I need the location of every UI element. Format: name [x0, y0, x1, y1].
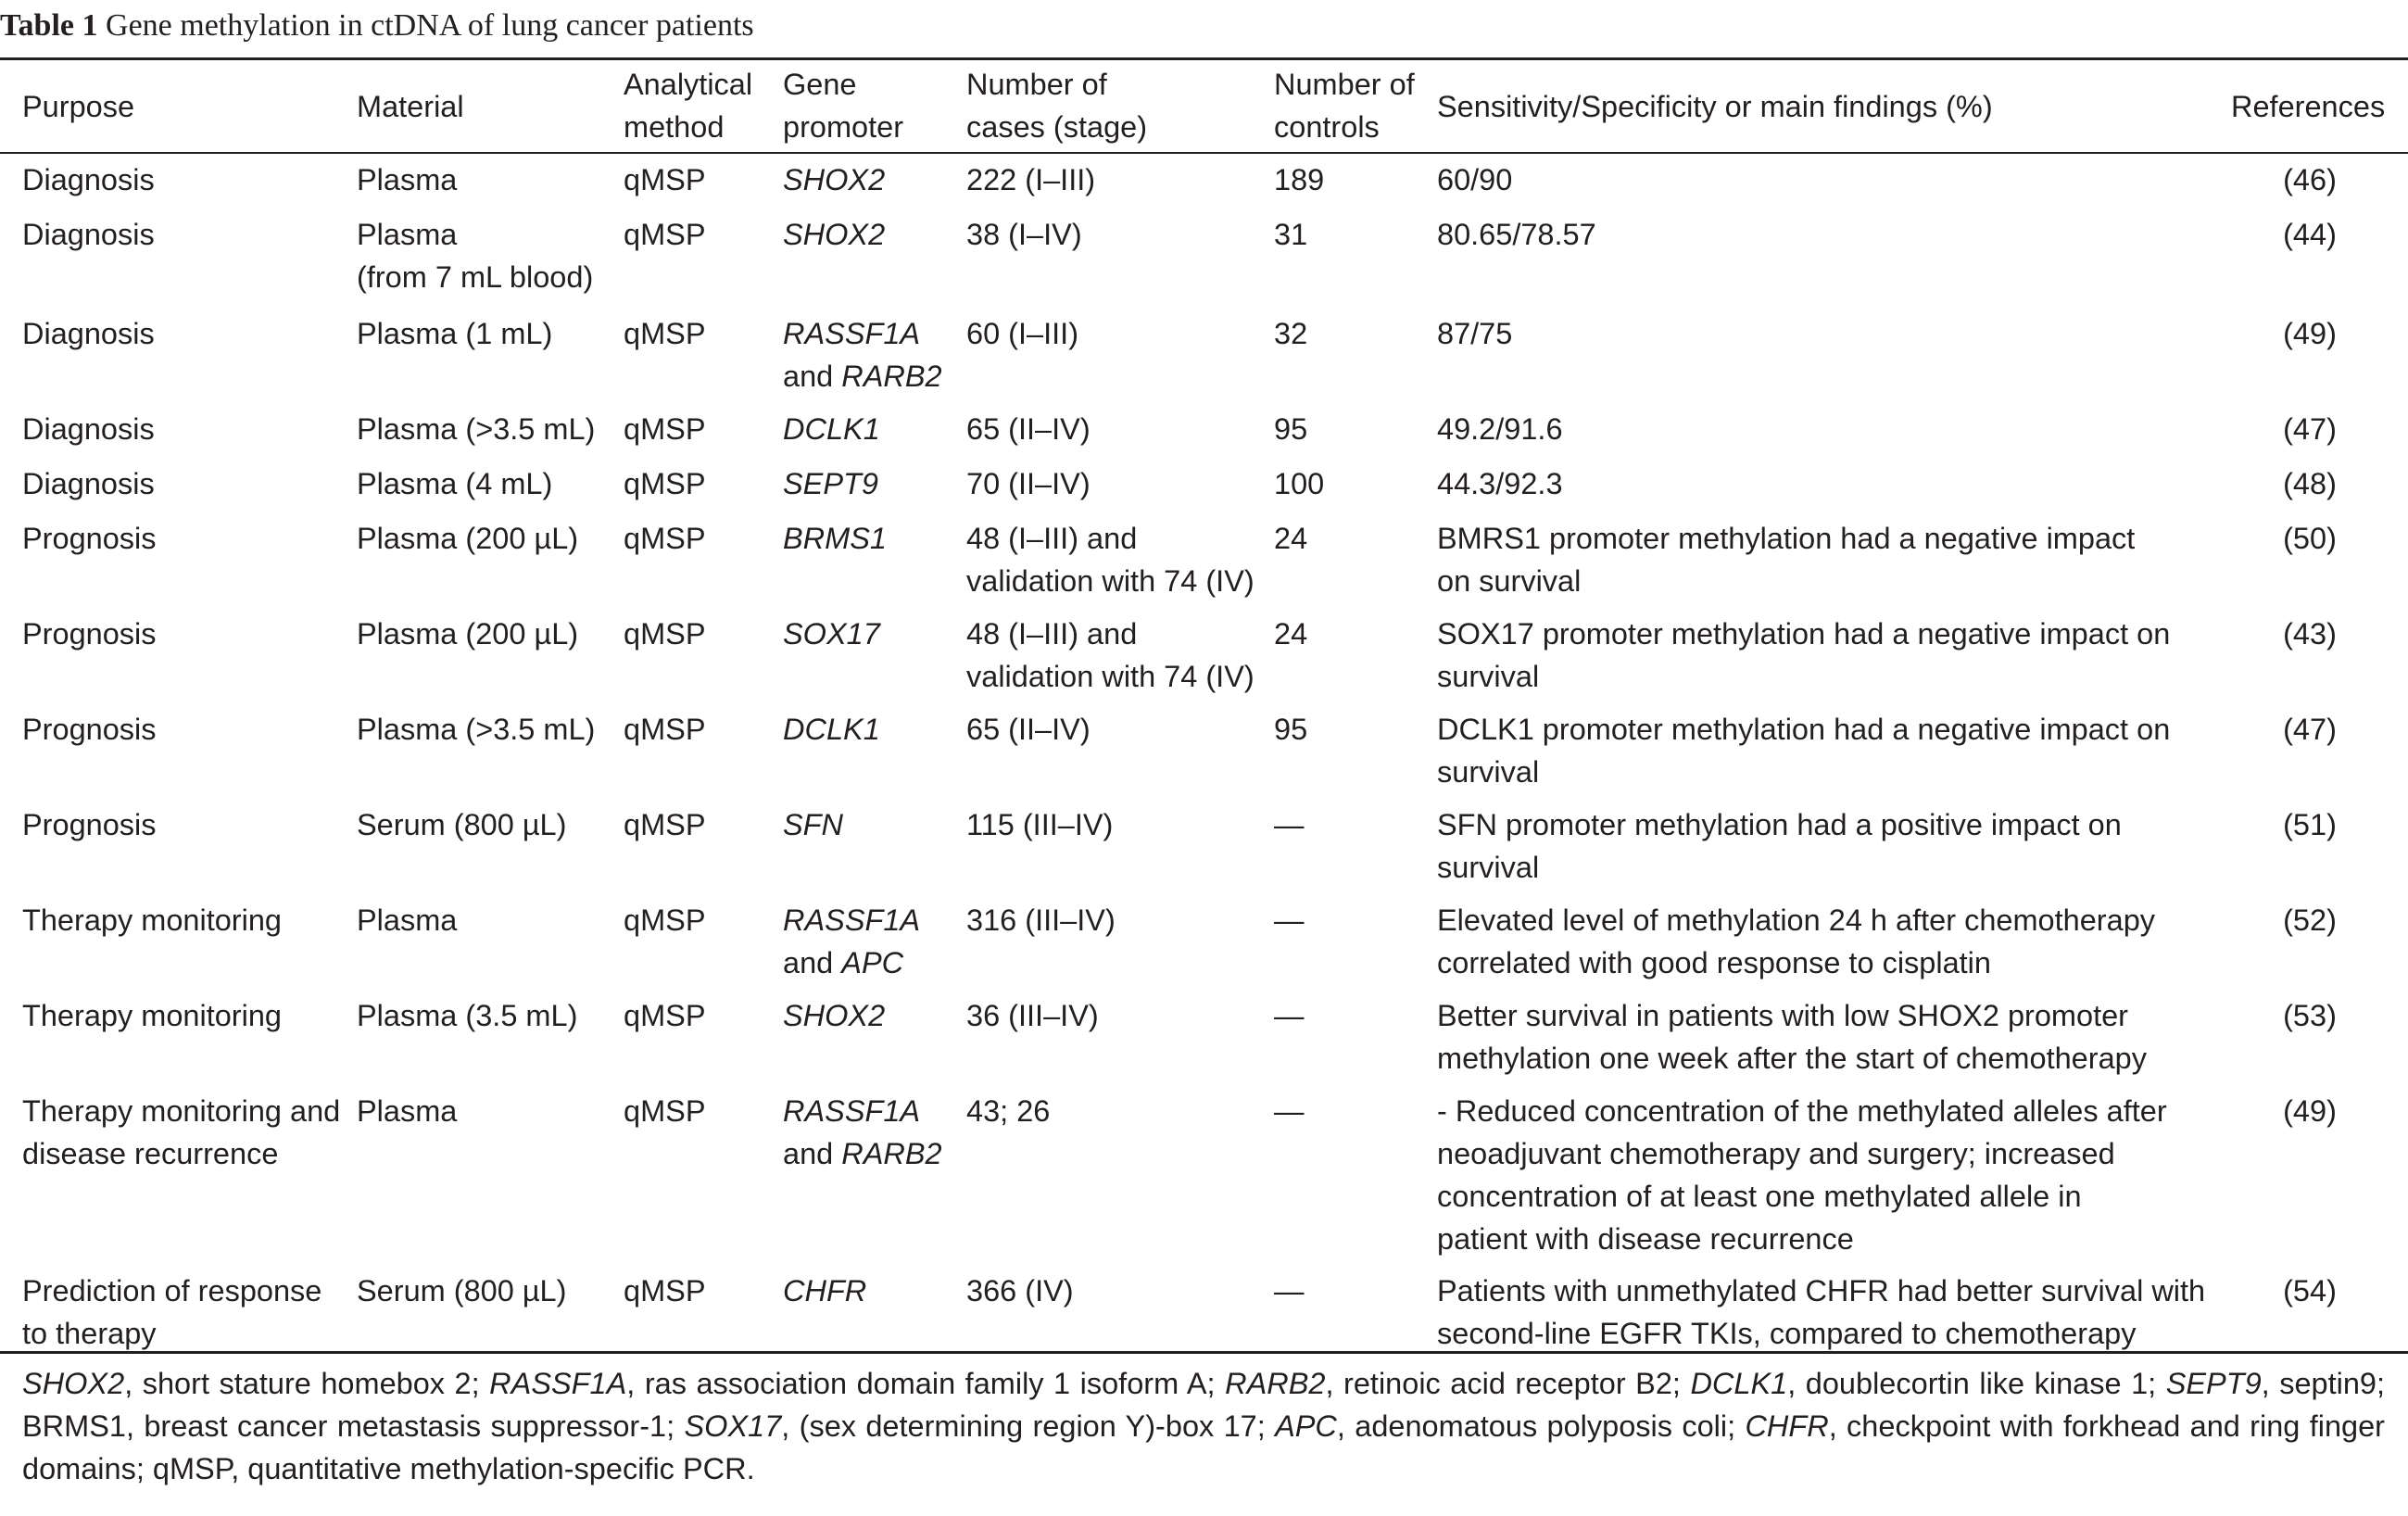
gene-name: SFN — [783, 808, 843, 841]
gene-name: RASSF1A — [783, 317, 921, 350]
method-cell: qMSP — [624, 218, 706, 251]
gene-name: CHFR — [783, 1274, 867, 1308]
cases-cell: 366 (IV) — [966, 1274, 1074, 1308]
table-top-rule — [0, 57, 2408, 60]
findings-cell: BMRS1 promoter methylation had a negative impact — [1437, 522, 2136, 555]
method-cell: qMSP — [624, 522, 706, 555]
gene-cell — [783, 213, 885, 256]
findings-cell: 49.2/91.6 — [1437, 412, 1563, 446]
findings-cell-line2: survival — [1437, 851, 1540, 884]
gene-cell — [783, 899, 920, 941]
table-header-rule — [0, 152, 2408, 154]
method-cell: qMSP — [624, 999, 706, 1032]
gene-name: RASSF1A — [783, 1094, 921, 1128]
method-cell: qMSP — [624, 1274, 706, 1308]
reference-cell: (49) — [2283, 317, 2337, 350]
method-cell: qMSP — [624, 163, 706, 196]
findings-cell: 80.65/78.57 — [1437, 218, 1596, 251]
findings-cell: 44.3/92.3 — [1437, 467, 1563, 500]
cases-cell: 70 (II–IV) — [966, 467, 1091, 500]
findings-cell-line2: methylation one week after the start of chemotherapy — [1437, 1042, 2147, 1075]
controls-cell: 95 — [1274, 412, 1308, 446]
controls-cell: 31 — [1274, 218, 1308, 251]
findings-cell-line2: correlated with good response to cisplatin — [1437, 946, 1991, 979]
gene-name: BRMS1 — [783, 522, 887, 555]
gene-cell — [783, 462, 878, 505]
method-cell: qMSP — [624, 412, 706, 446]
gene-name: SEPT9 — [783, 467, 878, 500]
material-cell: Plasma (1 mL) — [357, 317, 553, 350]
header-method-line1: Analytical — [624, 68, 753, 101]
material-cell: Plasma (200 µL) — [357, 522, 579, 555]
gene-connector: and — [783, 1137, 842, 1170]
findings-cell: 87/75 — [1437, 317, 1513, 350]
purpose-cell: Therapy monitoring — [22, 903, 282, 937]
controls-cell: 189 — [1274, 163, 1325, 196]
findings-cell: Patients with unmethylated CHFR had better survival with — [1437, 1274, 2206, 1308]
method-cell: qMSP — [624, 317, 706, 350]
findings-cell-line2: survival — [1437, 755, 1540, 789]
reference-cell: (47) — [2283, 412, 2337, 446]
gene-cell — [783, 803, 843, 846]
gene-name: RARB2 — [841, 360, 942, 393]
controls-cell: — — [1274, 999, 1305, 1032]
controls-cell: — — [1274, 808, 1305, 841]
gene-name: RASSF1A — [783, 903, 921, 937]
controls-cell: — — [1274, 1274, 1305, 1308]
method-cell: qMSP — [624, 808, 706, 841]
cases-cell: 43; 26 — [966, 1094, 1051, 1128]
gene-cell-line2 — [783, 355, 942, 398]
footnote-term: DCLK1 — [1690, 1367, 1788, 1400]
findings-cell-line3: concentration of at least one methylated allele in — [1437, 1180, 2082, 1213]
gene-cell — [783, 312, 920, 355]
header-material: Material — [357, 90, 464, 123]
purpose-cell: Diagnosis — [22, 163, 155, 196]
reference-cell: (43) — [2283, 617, 2337, 651]
table-footnote — [22, 1362, 2385, 1490]
footnote-term: CHFR — [1745, 1409, 1829, 1443]
purpose-cell-line2: to therapy — [22, 1317, 157, 1350]
gene-name: SHOX2 — [783, 999, 886, 1032]
material-cell: Plasma (3.5 mL) — [357, 999, 578, 1032]
gene-name: DCLK1 — [783, 412, 880, 446]
method-cell: qMSP — [624, 903, 706, 937]
material-cell: Plasma (>3.5 mL) — [357, 713, 596, 746]
method-cell: qMSP — [624, 713, 706, 746]
findings-cell: SFN promoter methylation had a positive impact on — [1437, 808, 2122, 841]
gene-cell-line2 — [783, 1132, 942, 1175]
purpose-cell: Prediction of response — [22, 1274, 322, 1308]
gene-cell — [783, 994, 885, 1037]
material-cell: Plasma (>3.5 mL) — [357, 412, 596, 446]
cases-cell: 65 (II–IV) — [966, 713, 1091, 746]
gene-name: RARB2 — [841, 1137, 942, 1170]
material-cell: Serum (800 µL) — [357, 808, 567, 841]
cases-cell: 48 (I–III) and — [966, 522, 1138, 555]
findings-cell-line2: second-line EGFR TKIs, compared to chemotherapy — [1437, 1317, 2137, 1350]
gene-cell — [783, 708, 880, 751]
findings-cell-line2: neoadjuvant chemotherapy and surgery; increased — [1437, 1137, 2115, 1170]
findings-cell: SOX17 promoter methylation had a negative impact on — [1437, 617, 2171, 651]
header-gene-line1: Gene — [783, 68, 857, 101]
footnote-term: SEPT9 — [2165, 1367, 2262, 1400]
gene-cell — [783, 1270, 866, 1312]
findings-cell: - Reduced concentration of the methylated alleles after — [1437, 1094, 2167, 1128]
findings-cell-line4: patient with disease recurrence — [1437, 1222, 1854, 1256]
reference-cell: (49) — [2283, 1094, 2337, 1128]
gene-name: SOX17 — [783, 617, 880, 651]
reference-cell: (51) — [2283, 808, 2337, 841]
cases-cell: 38 (I–IV) — [966, 218, 1082, 251]
reference-cell: (50) — [2283, 522, 2337, 555]
header-controls-line2: controls — [1274, 110, 1380, 144]
purpose-cell-line2: disease recurrence — [22, 1137, 279, 1170]
cases-cell: 115 (III–IV) — [966, 808, 1114, 841]
findings-cell: DCLK1 promoter methylation had a negative impact on — [1437, 713, 2171, 746]
header-purpose: Purpose — [22, 90, 135, 123]
footnote-text: , short stature homebox 2; — [124, 1367, 490, 1400]
header-method-line2: method — [624, 110, 725, 144]
reference-cell: (54) — [2283, 1274, 2337, 1308]
material-cell: Plasma — [357, 1094, 458, 1128]
purpose-cell: Prognosis — [22, 808, 157, 841]
controls-cell: 24 — [1274, 522, 1308, 555]
findings-cell: 60/90 — [1437, 163, 1513, 196]
cases-cell: 222 (I–III) — [966, 163, 1096, 196]
gene-cell — [783, 408, 880, 450]
reference-cell: (47) — [2283, 713, 2337, 746]
footnote-text: , septin9; BRMS1, breast cancer metastasis suppressor-1; — [22, 1367, 2386, 1443]
gene-connector: and — [783, 360, 842, 393]
gene-connector: and — [783, 946, 842, 979]
purpose-cell: Diagnosis — [22, 218, 155, 251]
controls-cell: 100 — [1274, 467, 1325, 500]
cases-cell-line2: validation with 74 (IV) — [966, 564, 1254, 598]
material-cell-line2: (from 7 mL blood) — [357, 260, 594, 294]
gene-name: APC — [841, 946, 904, 979]
gene-name: DCLK1 — [783, 713, 880, 746]
header-findings: Sensitivity/Specificity or main findings (%) — [1437, 90, 1993, 123]
header-gene-line2: promoter — [783, 110, 904, 144]
gene-cell — [783, 1090, 920, 1132]
footnote-text: , doublecortin like kinase 1; — [1787, 1367, 2166, 1400]
footnote-text: , retinoic acid receptor B2; — [1325, 1367, 1691, 1400]
purpose-cell: Prognosis — [22, 713, 157, 746]
gene-name: SHOX2 — [783, 218, 886, 251]
material-cell: Plasma — [357, 163, 458, 196]
purpose-cell: Prognosis — [22, 617, 157, 651]
cases-cell: 36 (III–IV) — [966, 999, 1099, 1032]
table-title: Gene methylation in ctDNA of lung cancer patients — [106, 8, 754, 43]
footnote-text: , checkpoint with forkhead and ring finger domains; qMSP, quantitative methylation-specific PCR. — [22, 1409, 2385, 1485]
findings-cell-line2: on survival — [1437, 564, 1582, 598]
purpose-cell: Diagnosis — [22, 317, 155, 350]
header-references: References — [2231, 90, 2386, 123]
cases-cell: 65 (II–IV) — [966, 412, 1091, 446]
footnote-term: APC — [1275, 1409, 1337, 1443]
cases-cell: 60 (I–III) — [966, 317, 1079, 350]
material-cell: Plasma — [357, 218, 458, 251]
cases-cell: 316 (III–IV) — [966, 903, 1116, 937]
table-caption — [0, 7, 754, 44]
gene-cell — [783, 158, 885, 201]
purpose-cell: Therapy monitoring and — [22, 1094, 341, 1128]
gene-name: SHOX2 — [783, 163, 886, 196]
material-cell: Serum (800 µL) — [357, 1274, 567, 1308]
findings-cell-line2: survival — [1437, 660, 1540, 693]
reference-cell: (46) — [2283, 163, 2337, 196]
cases-cell-line2: validation with 74 (IV) — [966, 660, 1254, 693]
method-cell: qMSP — [624, 1094, 706, 1128]
purpose-cell: Diagnosis — [22, 467, 155, 500]
controls-cell: 24 — [1274, 617, 1308, 651]
header-cases-line1: Number of — [966, 68, 1107, 101]
footnote-text: , ras association domain family 1 isoform A; — [626, 1367, 1226, 1400]
reference-cell: (52) — [2283, 903, 2337, 937]
table-label: Table 1 — [0, 8, 98, 43]
gene-cell — [783, 517, 887, 560]
purpose-cell: Prognosis — [22, 522, 157, 555]
gene-cell — [783, 613, 880, 655]
reference-cell: (53) — [2283, 999, 2337, 1032]
footnote-term: RARB2 — [1225, 1367, 1326, 1400]
footnote-text: , (sex determining region Y)-box 17; — [781, 1409, 1276, 1443]
footnote-term: SOX17 — [684, 1409, 782, 1443]
controls-cell: — — [1274, 903, 1305, 937]
reference-cell: (48) — [2283, 467, 2337, 500]
cases-cell: 48 (I–III) and — [966, 617, 1138, 651]
gene-cell-line2 — [783, 941, 903, 984]
footnote-term: SHOX2 — [22, 1367, 125, 1400]
findings-cell: Better survival in patients with low SHOX2 promoter — [1437, 999, 2128, 1032]
controls-cell: — — [1274, 1094, 1305, 1128]
material-cell: Plasma — [357, 903, 458, 937]
material-cell: Plasma (4 mL) — [357, 467, 553, 500]
findings-cell: Elevated level of methylation 24 h after chemotherapy — [1437, 903, 2156, 937]
purpose-cell: Diagnosis — [22, 412, 155, 446]
method-cell: qMSP — [624, 467, 706, 500]
controls-cell: 32 — [1274, 317, 1308, 350]
header-controls-line1: Number of — [1274, 68, 1415, 101]
header-cases-line2: cases (stage) — [966, 110, 1148, 144]
footnote-term: RASSF1A — [489, 1367, 627, 1400]
purpose-cell: Therapy monitoring — [22, 999, 282, 1032]
table-bottom-rule — [0, 1351, 2408, 1354]
reference-cell: (44) — [2283, 218, 2337, 251]
controls-cell: 95 — [1274, 713, 1308, 746]
material-cell: Plasma (200 µL) — [357, 617, 579, 651]
footnote-text: , adenomatous polyposis coli; — [1336, 1409, 1746, 1443]
method-cell: qMSP — [624, 617, 706, 651]
